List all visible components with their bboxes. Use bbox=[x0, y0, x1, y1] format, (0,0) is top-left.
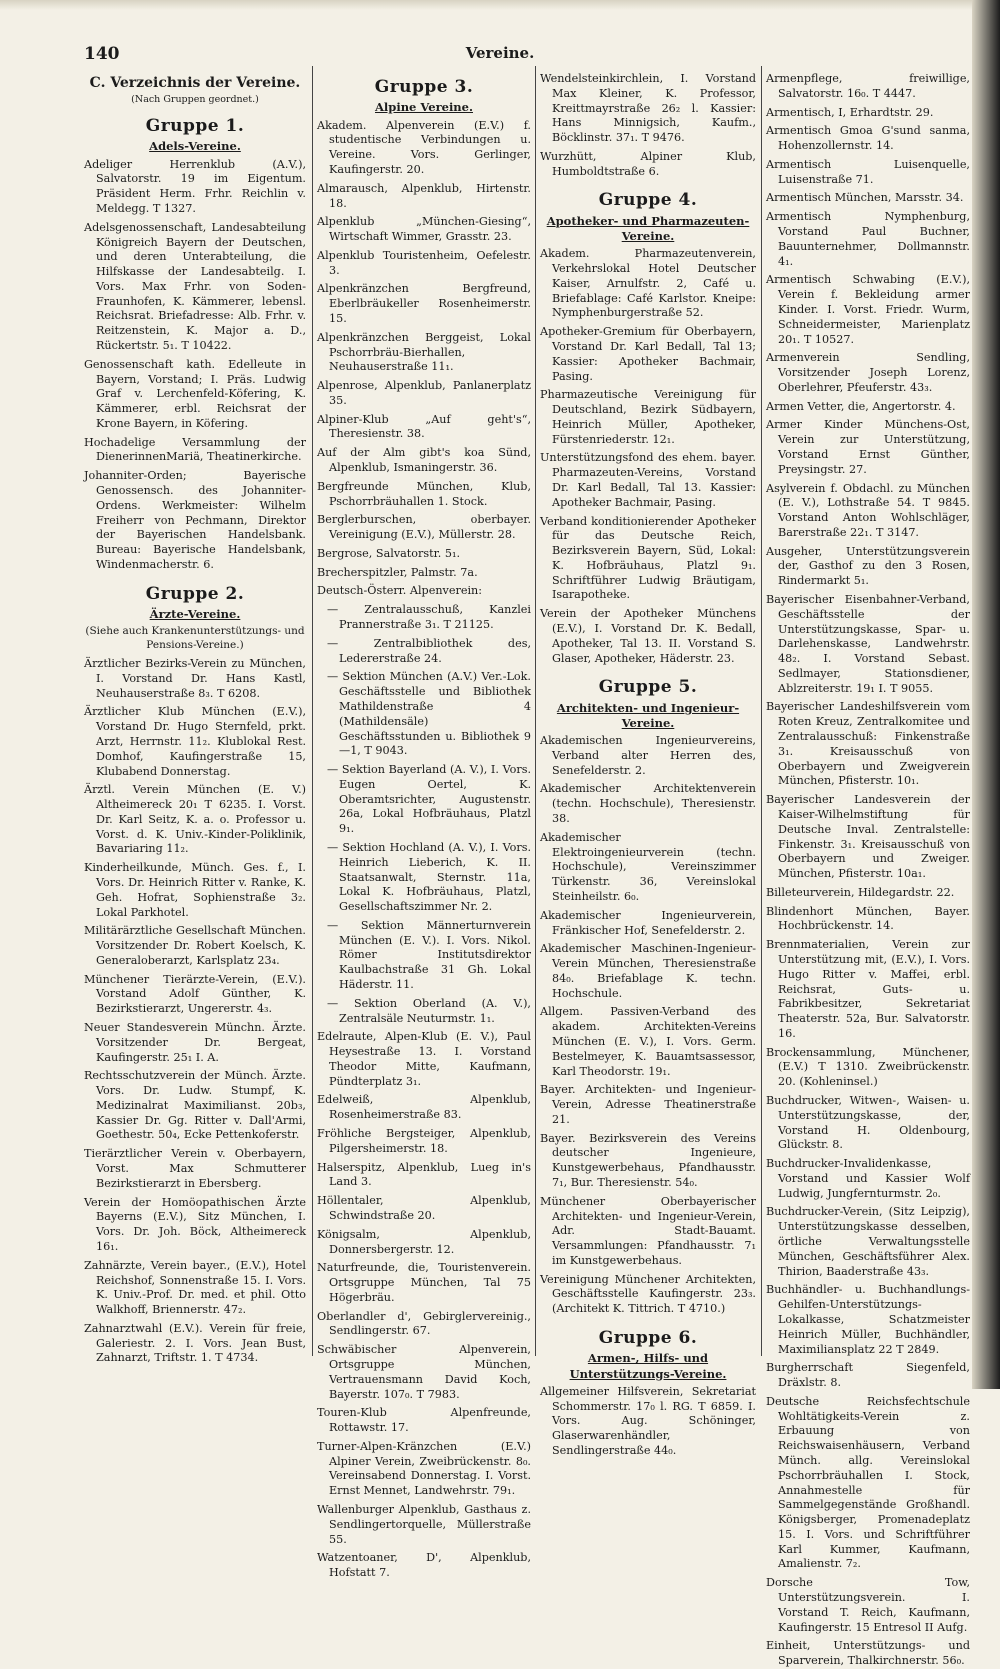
group-heading: Gruppe 1. bbox=[145, 116, 245, 136]
directory-entry: — Zentralausschuß, Kanzlei Prannerstraße 3₁. T 21125. bbox=[327, 603, 531, 632]
directory-entry: Armenpflege, freiwillige, Salvatorstr. 16₀. T 4447. bbox=[766, 72, 970, 100]
directory-entry: Halserspitz, Alpenklub, Lueg in's Land 3. bbox=[317, 1160, 531, 1189]
directory-entry: Armentisch Gmoa G'sund sanma, Hohenzollernstr. 14. bbox=[766, 124, 970, 153]
directory-entry: Edelweiß, Alpenklub, Rosenheimerstraße 83. bbox=[317, 1093, 531, 1122]
directory-entry: Buchhändler- u. Buchhandlungs-Gehilfen-Unterstützungs-Lokalkasse, Schatzmeister Heinrich Müller, Buchhändler, Maximiliansplatz 22 T 2849. bbox=[766, 1283, 970, 1356]
directory-entry: Allgem. Passiven-Verband des akadem. Architekten-Vereins München (E. V.), I. Vors. Germ. Bestelmeyer, K. Bauamtsassessor, Karl Theodorstr. 19₁. bbox=[540, 1005, 756, 1078]
directory-entry: Bayerischer Landeshilfsverein vom Roten Kreuz, Zentralkomitee und Zentralausschuß: Finkenstraße 3₁. Kreisausschuß von Oberbayern und Zweigverein München, Pfisterstr. 10₁. bbox=[766, 700, 970, 788]
directory-entry: Verband konditionierender Apotheker für das Deutsche Reich, Bezirksverein Bayern, Süd, Lokal: K. Hofbräuhaus, Platzl 9₁. Schriftführer Ludwig Bräutigam, Isarapotheke. bbox=[540, 514, 756, 602]
directory-entry: Hochadelige Versammlung der DienerinnenMariä, Theatinerkirche. bbox=[84, 435, 306, 464]
directory-entry: Naturfreunde, die, Touristenverein. Ortsgruppe München, Tal 75 Högerbräu. bbox=[317, 1261, 531, 1304]
group-subheading: Adels-Vereine. bbox=[149, 139, 241, 154]
group-subheading: Apotheker- und Pharmazeuten-Vereine. bbox=[546, 213, 750, 244]
directory-entry: Adelsgenossenschaft, Landesabteilung Königreich Bayern der Deutschen, und deren Unterabteilung, die Hilfskasse der Landesabteilg. I. Vors. Max Frhr. von Soden-Fraunhofen, K. Kämmerer, lebensl. Reichsrat. Briefadresse: Alb. Frhr. v. Reitzenstein, K. Major a. D., Rückertstr. 5₁. T 10422. bbox=[84, 220, 306, 352]
group-heading: Gruppe 6. bbox=[598, 1328, 698, 1349]
directory-entry: Vereinigung Münchener Architekten, Geschäftsstelle Kaufingerstr. 23₃. (Architekt K. Tittrich. T 4710.) bbox=[540, 1272, 756, 1316]
directory-entry: Pharmazeutische Vereinigung für Deutschland, Bezirk Südbayern, Heinrich Müller, Apotheker, Fürstenriederstr. 12₁. bbox=[540, 388, 756, 446]
sub-entry-list bbox=[317, 603, 531, 1026]
directory-entry: Armentisch, I, Erhardtstr. 29. bbox=[766, 105, 934, 119]
directory-entry: Rechtsschutzverein der Münch. Ärzte. Vors. Dr. Ludw. Stumpf, K. Medizinalrat Maximilianst. 20b₃, Kassier Dr. Gg. Ritter v. Dall'Armi, Goethestr. 50₄, Ecke Pettenkoferstr. bbox=[84, 1069, 306, 1142]
group-note: (Siehe auch Krankenunterstützungs- und Pensions-Vereine.) bbox=[85, 625, 305, 652]
directory-entry: Armenverein Sendling, Vorsitzender Joseph Lorenz, Oberlehrer, Pfeuferstr. 43₃. bbox=[766, 351, 970, 394]
directory-entry: Akadem. Pharmazeutenverein, Verkehrslokal Hotel Deutscher Kaiser, Arnulfstr. 2, Café u. Briefablage: Café Karlstor. Kneipe: Nymphenburgerstraße 52. bbox=[540, 247, 756, 320]
directory-entry: Münchener Oberbayerischer Architekten- und Ingenieur-Verein, Adr. Stadt-Bauamt. Versammlungen: Pfandhausstr. 7₁ im Kunstgewerbehaus. bbox=[540, 1194, 756, 1267]
directory-entry: Alpenklub „München-Giesing“, Wirtschaft Wimmer, Grasstr. 23. bbox=[317, 215, 531, 244]
directory-entry: — Sektion München (A.V.) Ver.-Lok. Geschäftsstelle und Bibliothek Mathildenstraße 4 (Mathildensäle) Geschäftsstunden u. Bibliothek 9—1, T 9043. bbox=[327, 670, 531, 758]
directory-entry: Deutsche Reichsfechtschule Wohltätigkeits-Verein z. Erbauung von Reichswaisenhäusern, Verband Münch. allg. Vereinslokal Pschorrbräuhallen I. Stock, Annahmestelle für Sammelgegenstände Großhandl. Königsberger, Promenadeplatz 15. I. Vors. und Schriftführer Karl Kummer, Kaufmann, Amalienstr. 7₂. bbox=[766, 1394, 970, 1571]
directory-entry: Schwäbischer Alpenverein, Ortsgruppe München, Vertrauensmann David Koch, Bayerstr. 107₀. T 7983. bbox=[317, 1343, 531, 1401]
directory-entry: Oberlandler d', Gebirglervereinig., Sendlingerstr. 67. bbox=[317, 1309, 531, 1338]
directory-entry: — Sektion Männerturnverein München (E. V.). I. Vors. Nikol. Römer Institutsdirektor Kaulbachstraße 31 Gh. Lokal Häderstr. 11. bbox=[327, 918, 531, 992]
directory-entry: Münchener Tierärzte-Verein, (E.V.). Vorstand Adolf Günther, K. Bezirkstierarzt, Ungererstr. 4₃. bbox=[84, 972, 306, 1016]
directory-entry: Armentisch Schwabing (E.V.), Verein f. Bekleidung armer Kinder. I. Vorst. Friedr. Wurm, Schneidermeister, Marienplatz 20₁. T 10527. bbox=[766, 273, 970, 346]
group-subheading: Armen-, Hilfs- und Unterstützungs-Vereine. bbox=[569, 1351, 727, 1381]
directory-entry: Alpenrose, Alpenklub, Panlanerplatz 35. bbox=[317, 379, 531, 407]
directory-entry: Bayer. Bezirksverein des Vereins deutscher Ingenieure, Kunstgewerbehaus, Pfandhausstr. 7₁, Bur. Theresienstr. 54₀. bbox=[540, 1131, 756, 1189]
directory-entry: Bergrose, Salvatorstr. 5₁. bbox=[317, 546, 461, 560]
directory-entry: Ärztlicher Bezirks-Verein zu München, I. Vorstand Dr. Hans Kastl, Neuhauserstraße 8₃. T 6208. bbox=[84, 657, 306, 700]
column-rule bbox=[312, 66, 313, 1356]
directory-entry: Watzentoaner, D', Alpenklub, Hofstatt 7. bbox=[317, 1551, 531, 1580]
directory-entry: Genossenschaft kath. Edelleute in Bayern, Vorstand; I. Präs. Ludwig Graf v. Lerchenfeld-Köfering, K. Kämmerer, erbl. Reichsrat der Krone Bayern, in Köfering. bbox=[84, 357, 306, 430]
directory-entry: Brockensammlung, Münchener, (E.V.) T 1310. Zweibrückenstr. 20. (Kohleninsel.) bbox=[766, 1045, 970, 1089]
column-1 bbox=[84, 72, 306, 1372]
directory-entry: Asylverein f. Obdachl. zu München (E. V.), Lothstraße 54. T 9845. Vorstand Anton Wohlschläger, Barerstraße 22₁. T 3147. bbox=[766, 481, 970, 539]
group-heading: Gruppe 4. bbox=[598, 190, 698, 211]
running-title: Vereine. bbox=[465, 44, 535, 62]
directory-entry: Verein der Apotheker Münchens (E.V.), I. Vorstand Dr. K. Bedall, Apotheker, Tal 13. II. Vorstand S. Glaser, Apotheker, Häderstr. 23. bbox=[540, 607, 756, 665]
directory-entry: — Sektion Bayerland (A. V.), I. Vors. Eugen Oertel, K. Oberamtsrichter, Augustenstr. 26a, Lokal Hofbräuhaus, Platzl 9₁. bbox=[327, 763, 531, 836]
directory-entry: Billeteurverein, Hildegardstr. 22. bbox=[766, 885, 955, 899]
directory-entry: Ärztl. Verein München (E. V.) Altheimereck 20₁ T 6235. I. Vorst. Dr. Karl Seitz, K. a. o. Professor u. Vorst. d. K. Univ.-Kinder-Poliklinik, Bavariaring 11₂. bbox=[84, 783, 306, 856]
entry-list bbox=[317, 1030, 531, 1581]
directory-entry: Alpenkränzchen Bergfreund, Eberlbräukeller Rosenheimerstr. 15. bbox=[317, 282, 531, 325]
page-number: 140 bbox=[84, 44, 120, 64]
directory-entry: Alpiner-Klub „Auf geht's“, Theresienstr. 38. bbox=[317, 412, 531, 441]
entry-list bbox=[317, 119, 531, 600]
group-subheading: Alpine Vereine. bbox=[375, 100, 473, 115]
directory-entry: Akademischer Elektroingenieurverein (techn. Hochschule), Vereinszimmer Türkenstr. 36, Vereinslokal Steinheilstr. 6₀. bbox=[540, 830, 756, 903]
directory-entry: — Sektion Hochland (A. V.), I. Vors. Heinrich Lieberich, K. II. Staatsanwalt, Sternstr. 11a, Lokal K. Hofbräuhaus, Platzl, Gesellschaftszimmer Nr. 2. bbox=[327, 840, 531, 914]
entry-list bbox=[84, 158, 306, 573]
directory-entry: Wendelsteinkirchlein, I. Vorstand Max Kleiner, K. Professor, Kreittmayrstraße 26₂ l. Kassier: Hans Minnigsich, Kaufm., Böcklinstr. 37₁. T 9476. bbox=[540, 72, 756, 145]
entry-list bbox=[540, 247, 756, 666]
group-subheading: Architekten- und Ingenieur-Vereine. bbox=[556, 700, 740, 730]
directory-entry: Apotheker-Gremium für Oberbayern, Vorstand Dr. Karl Bedall, Tal 13; Kassier: Apotheker Bachmair, Pasing. bbox=[540, 325, 756, 383]
page-gutter-shadow bbox=[972, 0, 1000, 1389]
entry-list bbox=[84, 657, 306, 1366]
directory-entry: Akademischer Maschinen-Ingenieur-Verein München, Theresienstraße 84₀. Briefablage K. techn. Hochschule. bbox=[540, 942, 756, 1000]
directory-entry: Almarausch, Alpenklub, Hirtenstr. 18. bbox=[317, 181, 531, 210]
section-note: (Nach Gruppen geordnet.) bbox=[131, 94, 259, 106]
directory-entry: Bayerischer Eisenbahner-Verband, Geschäftsstelle der Unterstützungskasse, Spar- u. Darlehenskasse, Landwehrstr. 48₂. I. Vorstand Sebast. Sedlmayer, Stationsdiener, Ablzreiterstr. 19₁ I. T 9055. bbox=[766, 593, 970, 695]
directory-entry: Buchdrucker-Verein, (Sitz Leipzig), Unterstützungskasse desselben, örtliche Verwaltungsstelle München, Geschäftsführer Alex. Thirion, Baaderstraße 43₃. bbox=[766, 1205, 970, 1278]
directory-entry: Unterstützungsfond des ehem. bayer. Pharmazeuten-Vereins, Vorstand Dr. Karl Bedall, Tal 13. Kassier: Apotheker Bachmair, Pasing. bbox=[540, 451, 756, 509]
group-heading: Gruppe 3. bbox=[374, 77, 474, 97]
group-subheading: Ärzte-Vereine. bbox=[149, 607, 241, 622]
section-title: C. Verzeichnis der Vereine. bbox=[89, 75, 301, 91]
directory-entry: Neuer Standesverein Münchn. Ärzte. Vorsitzender Dr. Bergeat, Kaufingerstr. 25₁ I. A. bbox=[84, 1021, 306, 1064]
column-2 bbox=[317, 72, 531, 1580]
directory-entry: Armentisch Luisenquelle, Luisenstraße 71. bbox=[766, 157, 970, 186]
directory-entry: Dorsche Tow, Unterstützungsverein. I. Vorstand T. Reich, Kaufmann, Kaufingerstr. 15 Entresol II Aufg. bbox=[766, 1576, 970, 1634]
page-top-shadow bbox=[0, 0, 1000, 10]
directory-entry: Brennmaterialien, Verein zur Unterstützung mit, (E.V.), I. Vors. Hugo Ritter v. Maffei, erbl. Reichsrat, Guts- u. Fabrikbesitzer, Sekretariat Theaterstr. 52a, Bur. Salvatorstr. 16. bbox=[766, 938, 970, 1040]
column-3 bbox=[540, 72, 756, 1457]
directory-entry: Armentisch Nymphenburg, Vorstand Paul Buchner, Bauunternehmer, Dollmannstr. 4₁. bbox=[766, 210, 970, 268]
directory-entry: Akademischer Ingenieurverein, Fränkischer Hof, Senefelderstr. 2. bbox=[540, 908, 756, 937]
group-heading: Gruppe 2. bbox=[145, 583, 245, 604]
column-rule bbox=[535, 66, 536, 1356]
entry-list bbox=[540, 734, 756, 1317]
directory-entry: Zahnärzte, Verein bayer., (E.V.), Hotel Reichshof, Sonnenstraße 15. I. Vors. K. Univ.-Prof. Dr. med. et phil. Otto Walkhoff, Briennerstr. 47₂. bbox=[84, 1258, 306, 1317]
column-rule bbox=[761, 66, 762, 1356]
directory-entry: Deutsch-Österr. Alpenverein: bbox=[317, 584, 482, 598]
directory-entry: Militärärztliche Gesellschaft München. Vorsitzender Dr. Robert Koelsch, K. Generaloberarzt, Karlsplatz 23₄. bbox=[84, 924, 306, 967]
directory-entry: Touren-Klub Alpenfreunde, Rottawstr. 17. bbox=[317, 1406, 531, 1435]
entry-list bbox=[766, 72, 970, 1669]
directory-entry: Armen Vetter, die, Angertorstr. 4. bbox=[766, 399, 956, 413]
directory-entry: Zahnarztwahl (E.V.). Verein für freie, Galeriestr. 2. I. Vors. Jean Bust, Zahnarzt, Triftstr. 1. T 4734. bbox=[84, 1321, 306, 1365]
entry-list bbox=[540, 1385, 756, 1459]
directory-entry: Blindenhort München, Bayer. Hochbrückenstr. 14. bbox=[766, 904, 970, 933]
directory-entry: Armentisch München, Marsstr. 34. bbox=[766, 191, 964, 205]
directory-entry: Ausgeher, Unterstützungsverein der, Gasthof zu den 3 Rosen, Rindermarkt 5₁. bbox=[766, 544, 970, 588]
directory-entry: Allgemeiner Hilfsverein, Sekretariat Schommerstr. 17₀ l. RG. T 6859. I. Vors. Aug. Schöninger, Glaserwarenhändler, Sendlingerstraße 44₀. bbox=[540, 1384, 756, 1457]
directory-entry: Verein der Homöopathischen Ärzte Bayerns (E.V.), Sitz München, I. Vors. Dr. Joh. Böck, Altheimereck 16₁. bbox=[84, 1195, 306, 1253]
directory-entry: — Sektion Oberland (A. V.), Zentralsäle Neuturmstr. 1₁. bbox=[327, 996, 531, 1025]
directory-entry: Kinderheilkunde, Münch. Ges. f., I. Vors. Dr. Heinrich Ritter v. Ranke, K. Geh. Hofrat, Sophienstraße 3₂. Lokal Parkhotel. bbox=[84, 861, 306, 919]
directory-entry: Buchdrucker, Witwen-, Waisen- u. Unterstützungskasse, der, Vorstand H. Oldenbourg, Glückstr. 8. bbox=[766, 1094, 970, 1152]
directory-entry: Fröhliche Bergsteiger, Alpenklub, Pilgersheimerstr. 18. bbox=[317, 1127, 531, 1155]
directory-entry: Akademischer Architektenverein (techn. Hochschule), Theresienstr. 38. bbox=[540, 782, 756, 826]
column-4 bbox=[766, 72, 970, 1668]
directory-entry: Akademischen Ingenieurvereins, Verband alter Herren des, Senefelderstr. 2. bbox=[540, 734, 756, 777]
directory-entry: Bayerischer Landesverein der Kaiser-Wilhelmstiftung für Deutsche Inval. Zentralstelle: Finkenstr. 3₁. Kreisausschuß von Oberbayern und Zweiger. München, Pfisterstr. 10a₁. bbox=[766, 793, 970, 881]
directory-entry: Bergfreunde München, Klub, Pschorrbräuhallen 1. Stock. bbox=[317, 479, 531, 508]
directory-entry: Einheit, Unterstützungs- und Sparverein, Thalkirchnerstr. 56₀. bbox=[766, 1639, 970, 1668]
directory-entry: Turner-Alpen-Kränzchen (E.V.) Alpiner Verein, Zweibrückenstr. 8₀. Vereinsabend Donnerstag. I. Vorst. Ernst Mennet, Landwehrstr. 79₁. bbox=[317, 1439, 531, 1498]
directory-entry: Tierärztlicher Verein v. Oberbayern, Vorst. Max Schmutterer Bezirkstierarzt in Ebersberg. bbox=[84, 1147, 306, 1190]
directory-entry: Akadem. Alpenverein (E.V.) f. studentische Verbindungen u. Vereine. Vors. Gerlinger, Kaufingerstr. 20. bbox=[317, 118, 531, 176]
directory-entry: Alpenklub Touristenheim, Oefelestr. 3. bbox=[317, 248, 531, 277]
directory-entry: — Zentralbibliothek des, Ledererstraße 24. bbox=[327, 636, 531, 665]
directory-entry: Bayer. Architekten- und Ingenieur-Verein, Adresse Theatinerstraße 21. bbox=[540, 1083, 756, 1126]
directory-entry: Adeliger Herrenklub (A.V.), Salvatorstr. 19 im Eigentum. Präsident Herm. Frhr. Reichlin v. Meldegg. T 1327. bbox=[84, 157, 306, 215]
directory-entry: Alpenkränzchen Berggeist, Lokal Pschorrbräu-Bierhallen, Neuhauserstraße 11₁. bbox=[317, 330, 531, 374]
directory-entry: Brecherspitzler, Palmstr. 7a. bbox=[317, 565, 478, 579]
directory-entry: Auf der Alm gibt's koa Sünd, Alpenklub, Ismaningerstr. 36. bbox=[317, 446, 531, 475]
directory-entry: Höllentaler, Alpenklub, Schwindstraße 20. bbox=[317, 1194, 531, 1222]
group-heading: Gruppe 5. bbox=[598, 677, 698, 698]
directory-entry: Ärztlicher Klub München (E.V.), Vorstand Dr. Hugo Sternfeld, prkt. Arzt, Herrnstr. 11₂. Klublokal Rest. Domhof, Kaufingerstraße 15, Klubabend Donnerstag. bbox=[84, 705, 306, 778]
directory-entry: Wurzhütt, Alpiner Klub, Humboldtstraße 6. bbox=[540, 149, 756, 178]
directory-entry: Wallenburger Alpenklub, Gasthaus z. Sendlingertorquelle, Müllerstraße 55. bbox=[317, 1503, 531, 1546]
directory-entry: Berglerburschen, oberbayer. Vereinigung (E.V.), Müllerstr. 28. bbox=[317, 513, 531, 542]
directory-entry: Königsalm, Alpenklub, Donnersbergerstr. 12. bbox=[317, 1227, 531, 1256]
directory-entry: Johanniter-Orden; Bayerische Genossensch. des Johanniter-Ordens. Werkmeister: Wilhelm Freiherr von Pechmann, Direktor der Bayerischen Handelsbank. Bureau: Bayerische Handelsbank, Windenmacherstr. 6. bbox=[84, 469, 306, 571]
directory-entry: Armer Kinder Münchens-Ost, Verein zur Unterstützung, Vorstand Ernst Günther, Preysingstr. 27. bbox=[766, 418, 970, 476]
directory-entry: Burgherrschaft Siegenfeld, Dräxlstr. 8. bbox=[766, 1361, 970, 1390]
entry-list bbox=[540, 72, 756, 179]
directory-entry: Edelraute, Alpen-Klub (E. V.), Paul Heysestraße 13. I. Vorstand Theodor Mitte, Kaufmann, Pündterplatz 3₁. bbox=[317, 1030, 531, 1088]
directory-entry: Buchdrucker-Invalidenkasse, Vorstand und Kassier Wolf Ludwig, Jungfernturmstr. 2₀. bbox=[766, 1157, 970, 1200]
